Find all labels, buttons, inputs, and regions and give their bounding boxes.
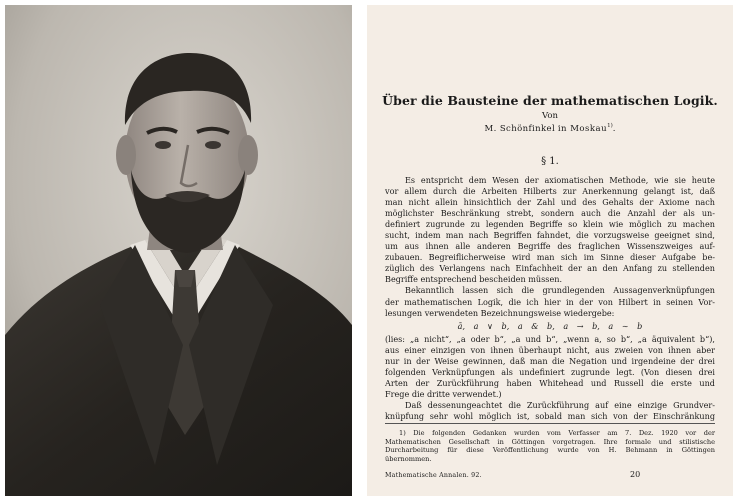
body-line: Frege die dritte verwendet.) — [385, 388, 502, 399]
body-line: Es entspricht dem Wesen der axiomatischen Methode, wie sie heute — [405, 175, 715, 185]
author-line: M. Schönfinkel in Moskau$^{1)}$. — [484, 123, 616, 134]
footnote — [385, 429, 715, 463]
portrait-photo — [5, 5, 352, 496]
footnote-line: Mathematischen Gesellschaft in Göttingen vorgetragen. Ihre formale und stilistische — [385, 437, 715, 446]
byline-von: Von — [542, 111, 558, 121]
article-body — [385, 175, 715, 422]
body-line: Begriffe entsprechend bescheiden müssen. — [385, 274, 563, 285]
footnote-line: Durcharbeitung für diese Veröffentlichung wurde von H. Behmann in Göttingen — [385, 446, 715, 455]
footnote-line: übernommen. — [385, 454, 432, 463]
article-title: Über die Bausteine der mathematischen Logik. — [382, 93, 718, 108]
body-line: definiert zugrunde zu legenden Begriffe so klein wie möglich zu machen — [385, 219, 715, 230]
body-line: nur in der Weise gewinnen, daß man die Negation und irgendeine der drei — [385, 355, 715, 366]
body-line: möglichster Beschränkung strebt, sondern auch die Anzahl der als un- — [385, 208, 715, 219]
body-line: Daß dessenungeachtet die Zurückführung auf eine einzige Grundver- — [405, 399, 715, 410]
body-line: Arten der Zurückführung haben Whitehead und Russell die erste und — [385, 377, 715, 388]
body-line: vor allem durch die Arbeiten Hilberts zur Anerkennung gelangt ist, daß — [385, 186, 715, 197]
body-line: sucht, indem man nach Begriffen fahndet, die vorzugsweise geeignet sind, — [385, 230, 715, 241]
journal-page — [367, 5, 733, 496]
body-line: folgenden Verknüpfungen als undefiniert zugrunde legt. (Von diesen drei — [385, 366, 715, 377]
portrait-photo-icon — [5, 5, 352, 496]
footnote-line: 1) Die folgenden Gedanken wurden vom Verfasser am 7. Dez. 1920 vor der — [399, 429, 715, 437]
body-line: Bekanntlich lassen sich die grundlegenden Aussagenverknüpfungen — [405, 285, 715, 296]
footnote-divider — [385, 423, 715, 424]
author-footnote-mark: 1) — [607, 123, 613, 130]
body-line: zubauen. Begreiflicherweise wird man sich im Sinne dieser Aufgabe be- — [385, 252, 715, 263]
body-line: knüpfung sehr wohl möglich ist, sobald man sich von der Einschränkung — [385, 410, 715, 421]
body-line: der mathematischen Logik, die ich hier in der von Hilbert in seinen Vor- — [385, 296, 715, 307]
body-line: lesungen verwendeten Bezeichnungsweise wiedergebe: — [385, 307, 615, 318]
author-place: in Moskau — [557, 124, 608, 134]
body-line: züglich des Verlangens nach Einfachheit der an den Anfang zu stellenden — [385, 263, 715, 274]
page-number: 20 — [630, 470, 641, 479]
section-heading: § 1. — [541, 156, 559, 167]
body-line: um aus ihnen alle anderen Begriffe des fraglichen Wissenszweiges auf- — [385, 241, 715, 252]
body-line: (lies: „a nicht“, „a oder b“, „a und b“, „wenn a, so b“, „a äquivalent b“), — [385, 333, 715, 344]
body-line: man nicht allein hinsichtlich der Zahl und des Gehalts der Axiome nach — [385, 197, 715, 208]
body-line: aus einer einzigen von ihnen überhaupt nicht, aus zweien von ihnen aber — [385, 344, 715, 355]
author-name: M. Schönfinkel — [484, 124, 556, 134]
logic-formula: ā, a ∨ b, a & b, a → b, a ∼ b — [457, 320, 643, 331]
journal-reference: Mathematische Annalen. 92. — [385, 472, 482, 479]
